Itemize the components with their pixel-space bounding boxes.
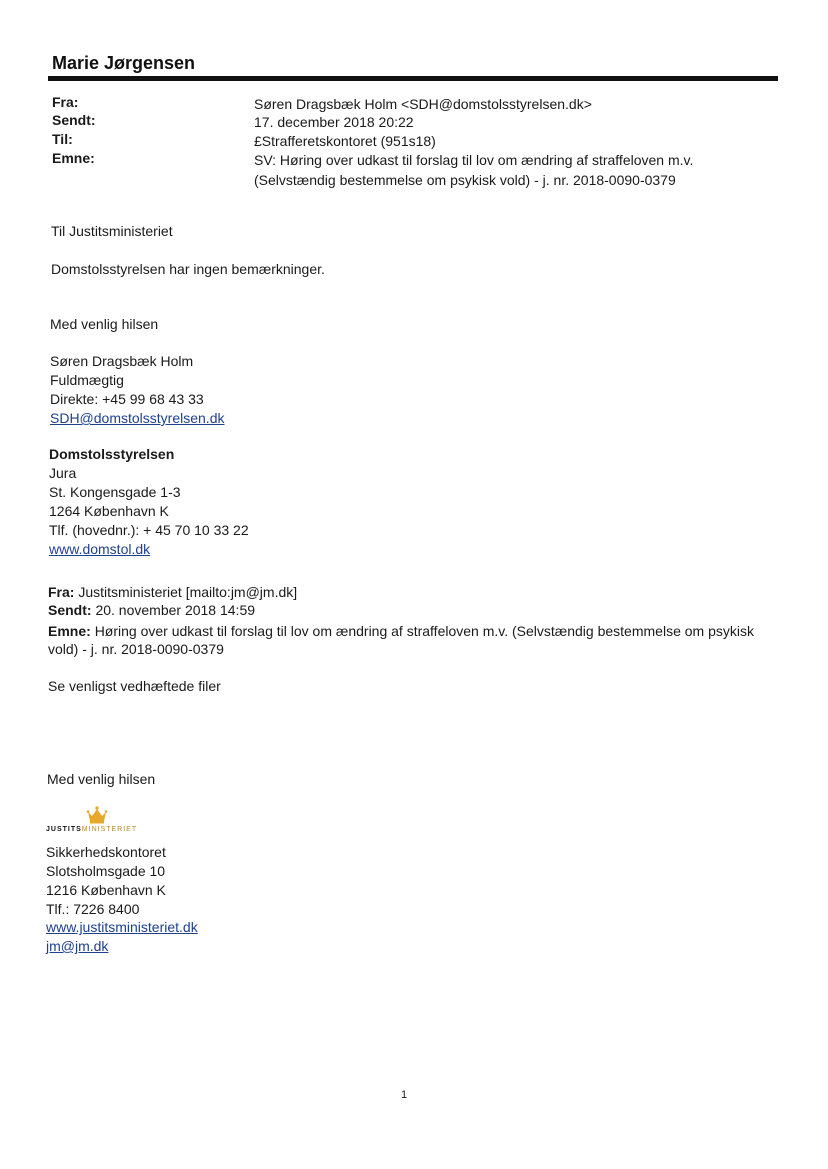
header-divider (48, 76, 778, 81)
greeting: Med venlig hilsen (50, 316, 159, 332)
signature-title: Fuldmægtig (50, 372, 124, 388)
signature-dept: Jura (49, 465, 77, 481)
page-number: 1 (401, 1089, 408, 1101)
signature-city: 1264 København K (49, 503, 169, 519)
logo-text-bold: JUSTITS (46, 826, 82, 833)
sent-value: 17. december 2018 20:22 (254, 114, 414, 130)
signature-email-link[interactable]: SDH@domstolsstyrelsen.dk (50, 410, 225, 426)
signature2-phone: Tlf.: 7226 8400 (46, 901, 140, 917)
forwarded-greeting: Med venlig hilsen (47, 771, 156, 787)
sent-label: Sendt: (52, 112, 96, 128)
forwarded-subject (48, 622, 754, 640)
signature-street: St. Kongensgade 1-3 (49, 484, 181, 500)
forwarded-from-value: Justitsministeriet [mailto:jm@jm.dk] (78, 584, 298, 600)
message-text: Domstolsstyrelsen har ingen bemærkninger. (51, 261, 325, 277)
signature-direct-phone: Direkte: +45 99 68 43 33 (50, 391, 204, 407)
from-label: Fra: (52, 94, 79, 110)
forwarded-subject-label: Emne: (48, 623, 91, 639)
subject-value-line2: (Selvstændig bestemmelse om psykisk vold) - j. nr. 2018-0090-0379 (254, 172, 676, 188)
signature-web-link[interactable]: www.domstol.dk (49, 541, 151, 557)
sender-name: Marie Jørgensen (52, 53, 196, 73)
signature2-email-link[interactable]: jm@jm.dk (46, 938, 109, 954)
crown-icon (86, 806, 108, 824)
signature-name: Søren Dragsbæk Holm (50, 353, 194, 369)
forwarded-subject-line2: vold) - j. nr. 2018-0090-0379 (48, 641, 224, 657)
signature2-web-link[interactable]: www.justitsministeriet.dk (46, 919, 198, 935)
to-label: Til: (52, 131, 73, 147)
subject-label: Emne: (52, 150, 95, 166)
forwarded-sent-label: Sendt: (48, 602, 92, 618)
forwarded-sent (48, 601, 255, 619)
forwarded-subject-value: Høring over udkast til forslag til lov om ændring af straffeloven m.v. (Selvstændig bestemmelse om psykisk (94, 623, 754, 639)
from-value: Søren Dragsbæk Holm <SDH@domstolsstyrelsen.dk> (254, 96, 592, 112)
signature-org: Domstolsstyrelsen (49, 446, 175, 462)
logo-text-light: MINISTERIET (81, 826, 138, 833)
signature-phone: Tlf. (hovednr.): + 45 70 10 33 22 (49, 522, 249, 538)
to-value: £Strafferetskontoret (951s18) (254, 133, 436, 149)
logo-wordmark (46, 826, 137, 833)
signature2-city: 1216 København K (46, 882, 166, 898)
forwarded-message: Se venligst vedhæftede filer (48, 678, 221, 694)
forwarded-from (48, 583, 297, 601)
signature2-dept: Sikkerhedskontoret (46, 844, 166, 860)
subject-value: SV: Høring over udkast til forslag til lov om ændring af straffeloven m.v. (254, 152, 694, 168)
signature2-street: Slotsholmsgade 10 (46, 863, 166, 879)
forwarded-sent-value: 20. november 2018 14:59 (95, 602, 256, 618)
recipient-line: Til Justitsministeriet (51, 223, 173, 239)
forwarded-from-label: Fra: (48, 584, 75, 600)
